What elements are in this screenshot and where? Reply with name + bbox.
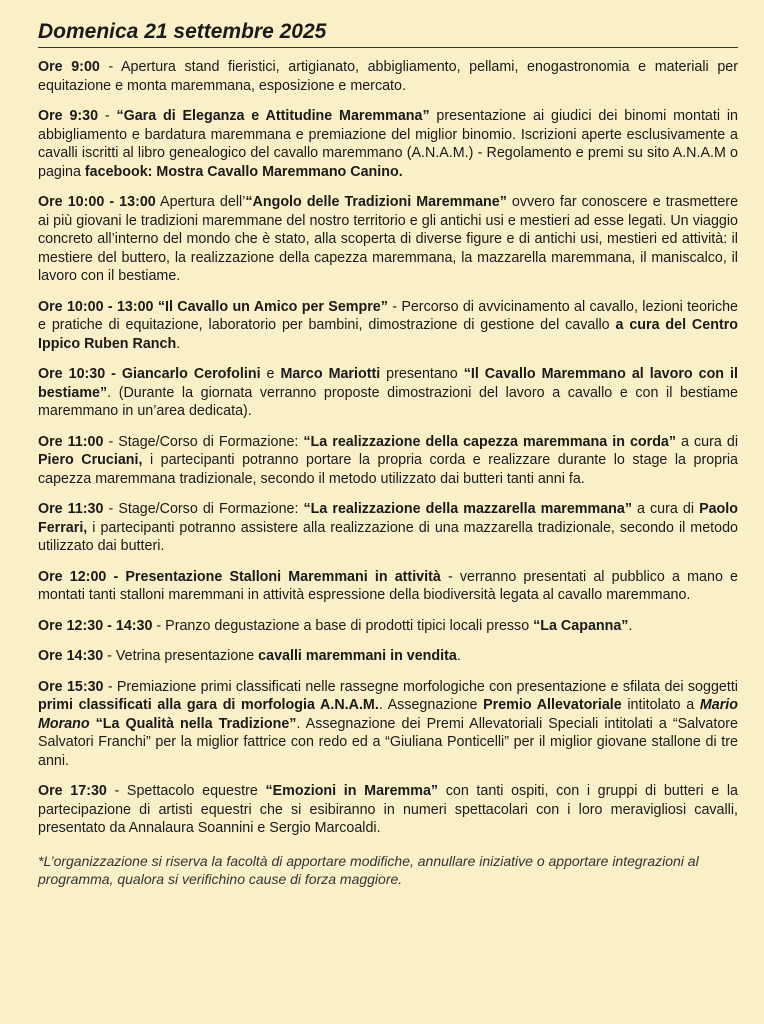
entry-emphasis: “La Capanna”: [533, 617, 629, 634]
entry-text: e: [260, 366, 281, 382]
entry-emphasis: cavalli maremmani in vendita: [258, 648, 457, 664]
schedule-entry: [38, 433, 738, 489]
entry-emphasis: “La realizzazione della mazzarella maremmana”: [303, 501, 632, 517]
entry-text: intitolato a: [621, 697, 700, 713]
schedule-entry: [38, 193, 738, 286]
schedule-entry: [38, 500, 738, 556]
entry-emphasis: “Angolo delle Tradizioni Maremmane”: [245, 194, 507, 210]
entry-emphasis: Ore 10:00 - 13:00 “Il Cavallo un Amico per Sempre”: [38, 298, 388, 315]
entry-text: presentano: [380, 366, 464, 382]
entry-emphasis: a cura del Centro Ippico Ruben Ranch: [38, 317, 739, 352]
entry-text: - Pranzo degustazione a base di prodotti tipici locali presso: [152, 617, 534, 634]
entry-emphasis: “Gara di Eleganza e Attitudine Maremmana”: [116, 108, 430, 124]
entry-text: - Vetrina presentazione: [103, 648, 259, 664]
entry-text: i partecipanti potranno assistere alla realizzazione di una mazzarella tradizionale, secondo il metodo utilizzato dai butteri.: [38, 519, 738, 554]
entry-text: - Percorso di avvicinamento al cavallo, lezioni teoriche e pratiche di equitazione, laboratorio per bambini, dimostrazione di gestione del cavallo: [38, 298, 739, 333]
entry-emphasis: “Il Cavallo Maremmano al lavoro con il bestiame”: [38, 366, 738, 401]
entry-text: Apertura dell’: [155, 194, 246, 210]
entry-emphasis: facebook: Mostra Cavallo Maremmano Canino.: [84, 163, 403, 180]
entry-text: presentazione ai giudici dei binomi montati in abbigliamento e bardatura maremmana e premiazione del miglior binomio. Iscrizioni aperte esclusivamente a cavalli iscritti al libro genealogico del cavallo maremmano (A.N.A.M.) - Regolamento e premi su sito A.N.A.M o pagina: [38, 108, 738, 180]
entry-emphasis: “Emozioni in Maremma”: [265, 783, 439, 799]
entry-text: con tanti ospiti, con i gruppi di butteri e la partecipazione di artisti equestri che si esibiranno in numeri spettacolari con i loro meravigliosi cavalli, presentato da Annalaura Soannini e Sergio Marcoaldi.: [38, 783, 738, 836]
entry-emphasis: Ore 9:00: [38, 59, 100, 75]
entry-text: . Assegnazione: [378, 697, 484, 713]
schedule-entry: [38, 58, 738, 95]
entry-text: .: [176, 335, 181, 352]
entry-text: a cura di: [676, 433, 738, 450]
entry-emphasis: Ore 11:30: [38, 501, 104, 517]
entry-emphasis: Ore 10:30 - Giancarlo Cerofolini: [38, 366, 261, 382]
entry-emphasis: Piero Cruciani,: [38, 452, 143, 468]
schedule-entry: [38, 782, 738, 838]
entry-emphasis: Ore 10:00 - 13:00: [38, 194, 156, 210]
entry-text: a cura di: [632, 501, 700, 517]
entry-emphasis: Mario Morano: [38, 697, 739, 732]
entry-emphasis: Premio Allevatoriale: [483, 697, 622, 713]
schedule-entry: [38, 647, 738, 666]
entry-emphasis: Paolo Ferrari,: [38, 501, 738, 536]
entry-emphasis: Marco Mariotti: [280, 366, 381, 382]
entry-emphasis: Ore 11:00: [38, 433, 104, 450]
schedule-entry: [38, 298, 738, 354]
entry-text: ovvero far conoscere e trasmettere ai più giovani le tradizioni maremmane del nostro territorio e gli antichi usi e mestieri ad esse legati. Un viaggio concreto all’interno del mondo che è stato, alla scoperta di diverse figure e di antichi usi, mestieri ed attività: il mestiere del buttero, la realizzazione della capezza maremmana, la mazzarella maremmana, il maniscalco, il lavoro con il bestiame.: [38, 194, 739, 284]
entry-emphasis: primi classificati alla gara di morfologia A.N.A.M.: [38, 697, 379, 713]
schedule-entry: [38, 568, 738, 605]
entry-text: .: [456, 648, 461, 664]
entry-text: .: [628, 617, 633, 634]
entry-text: . (Durante la giornata verranno proposte dimostrazioni del lavoro a cavallo e con il bestiame maremmano in un’area dedicata).: [38, 384, 738, 419]
schedule-entry: [38, 678, 738, 771]
entry-text: -: [98, 108, 117, 124]
entry-emphasis: Ore 14:30: [38, 648, 104, 664]
entry-emphasis: Ore 12:00 - Presentazione Stalloni Maremmani in attività: [38, 568, 441, 585]
entry-text: - Stage/Corso di Formazione:: [103, 501, 304, 517]
schedule-entry: [38, 617, 738, 636]
entry-emphasis: Ore 15:30: [38, 678, 104, 695]
entry-text: i partecipanti potranno portare la propria corda e realizzare durante lo stage la propria capezza maremmana tradizionale, secondo il metodo utilizzato dai butteri tanti anni fa.: [38, 452, 739, 487]
disclaimer-note: *L’organizzazione si riserva la facoltà di apportare modifiche, annullare iniziative o apportare integrazioni al programma, qualora si verifichino cause di forza maggiore.: [38, 852, 699, 887]
entry-text: - Stage/Corso di Formazione:: [103, 433, 304, 450]
entry-text: - Spettacolo equestre: [106, 783, 266, 799]
entry-emphasis: “La Qualità nella Tradizione”: [95, 715, 297, 732]
schedule-entry: [38, 107, 738, 181]
entry-text: - Apertura stand fieristici, artigianato, abbigliamento, pellami, enogastronomia e materiali per equitazione e monta maremmana, esposizione e mercato.: [38, 59, 738, 94]
entry-emphasis: “La realizzazione della capezza maremmana in corda”: [303, 433, 677, 450]
entry-emphasis: Ore 12:30 - 14:30: [38, 617, 153, 634]
entry-text: - Premiazione primi classificati nelle rassegne morfologiche con presentazione e sfilata dei soggetti: [103, 678, 738, 695]
entry-text: . Assegnazione dei Premi Allevatoriali Speciali intitolati a “Salvatore Salvatori Franchi” per la miglior fattrice con redo ed a “Giuliana Ponticelli” per il miglior giovane stallone di tre anni.: [38, 715, 738, 769]
entry-text: - verranno presentati al pubblico a mano e montati tanti stalloni maremmani in attività espressione della biodiversità legata al cavallo maremmano.: [38, 568, 738, 603]
entry-emphasis: Ore 9:30: [38, 108, 99, 124]
schedule-list: [38, 58, 738, 838]
entry-emphasis: Ore 17:30: [38, 783, 107, 799]
page-title: Domenica 21 settembre 2025: [38, 20, 738, 48]
schedule-entry: [38, 365, 738, 421]
